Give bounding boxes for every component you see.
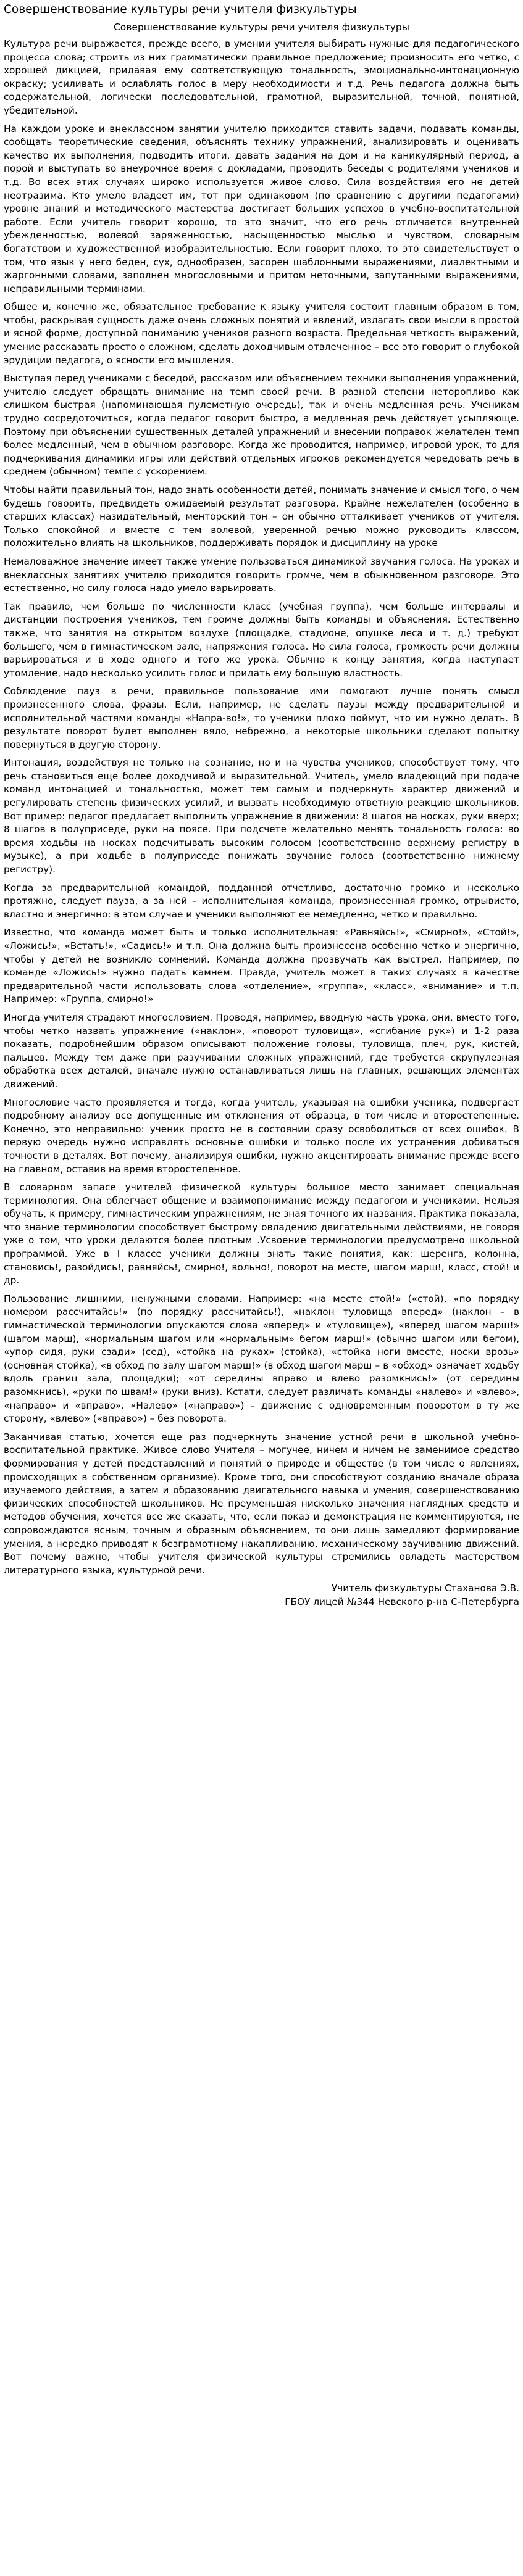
author-signature: Учитель физкультуры Стаханова Э.В. <box>331 1583 519 1594</box>
paragraph: Иногда учителя страдают многословием. Проводя, например, вводную часть урока, они, вместо того, чтобы четко назвать упражнение («наклон», «поворот туловища», «сгибание рук») и 1-2 раза показать, подробнейшим образом описывают положение головы, туловища, плеч, рук, кистей, пальцев. Между тем даже при разучивании сложных упражнений, где требуется скрупулезная обработка всех деталей, вначале нужно останавливаться лишь на главных, решающих элементах движений. <box>4 1011 519 1090</box>
paragraph: Культура речи выражается, прежде всего, в умении учителя выбирать нужные для педагогического процесса слова; строить из них грамматически правильное предложение; произносить его четко, с хорошей дикцией, придавая ему соответствующую тональность, эмоционально-интонационную окраску; усиливать и ослаблять голос в меру необходимости и т.д. Речь педагога должна быть содержательной, логически последовательной, грамотной, выразительной, точной, понятной, убедительной. <box>4 38 519 116</box>
paragraph: На каждом уроке и внеклассном занятии учителю приходится ставить задачи, подавать команды, сообщать теоретические сведения, объяснять технику упражнений, анализировать и оценивать качество их выполнения, подводить итоги, давать задания на дом и на каникулярный период, а порой и выступать во внеурочное время с докладами, проводить беседы с родителями учеников и т.д. Во всех этих случаях широко используется живое слово. Сила воздействия его не детей неотразима. Кто умело владеет им, тот при одинаковом (по сравнению с другими педагогами) уровне знаний и методического мастерства достигает больших успехов в учебно-воспитательной работе. Если учитель говорит хорошо, то это значит, что его речь отличается внутренней убежденностью, волевой заряженностью, насыщенностью мыслью и чувством, словарным богатством и художественной изобразительностью. Если говорит плохо, то это свидетельствует о том, что язык у него беден, сух, однообразен, засорен шаблонными выражениями, диалектными и жаргонными словами, заполнен многословными и притом неточными, запутанными выражениями, неправильными терминами. <box>4 123 519 294</box>
paragraph: Заканчивая статью, хочется еще раз подчеркнуть значение устной речи в школьной учебно-воспитательной практике. Живое слово Учителя – могучее, ничем и ничем не заменимое средство формирования у детей представлений и понятий о природе и обществе (в том числе о явлениях, происходящих в собственном организме). Кроме того, они способствуют созданию вначале образа изучаемого действия, а затем и образованию двигательного навыка и умения, совершенствованию физических способностей школьников. Не преуменьшая нисколько значения наглядных средств и методов обучения, хочется все же сказать, что, если показ и демонстрация не комментируются, не сопровождаются ясным, точным и образным объяснением, то они лишь замедляют формирование умения, а нередко приводят к безграмотному накапливанию, механическому заучиванию движений. Вот почему важно, чтобы учителя физической культуры стремились овладеть мастерством литературного языка, культурной речи. <box>4 1431 519 1576</box>
page-title: Совершенствование культуры речи учителя физкультуры <box>4 3 357 16</box>
paragraph: Немаловажное значение имеет также умение пользоваться динамикой звучания голоса. На уроках и внеклассных занятиях учителю приходится говорить громче, чем в обыкновенном разговоре. Это естественно, но силу голоса надо умело варьировать. <box>4 555 519 594</box>
article-body <box>4 38 519 1577</box>
paragraph: Интонация, воздействуя не только на сознание, но и на чувства учеников, способствует тому, что речь становиться еще более доходчивой и выразительной. Учитель, умело владеющий при подаче команд интонацией и тональностью, может тем самым и подчеркнуть характер движений и регулировать степень физических усилий, и вызвать необходимую ответную реакцию школьников. Вот пример: педагог предлагает выполнить упражнение в движении: 8 шагов на носках, руки вверх; 8 шагов в полуприседе, руки на поясе. При подсчете желательно менять тональность голоса: во время ходьбы на носках подсчитывать высоким голосом (соответственно верхнему регистру в музыке), а при ходьбе в полуприседе понижать звучание голоса (соответственно нижнему регистру). <box>4 757 519 876</box>
paragraph: Пользование лишними, ненужными словами. Например: «на месте стой!» («стой), «по порядку номером рассчитайсь!» (по порядку рассчитайсь!), «наклон туловища вперед» (наклон – в гимнастической терминологии опускаются слова «вперед» и «туловище»), «вперед шагом марш!» (шагом марш), «нормальным шагом или «нормальным» бегом марш!» (обычно шагом или бегом), «упор сидя, руки сзади» (сед), «стойка на руках» (стойка), «стойка ноги вместе, носки врозь» (основная стойка), «в обход по залу шагом марш!» (в обход шагом марш – в «обход» означает ходьбу вдоль границ зала, площадки); «от середины вправо и влево разомкнись!» (от середины разомкнись), «руки по швам!» (руки вниз). Кстати, следует различать команды «налево» и «влево», «направо» и «вправо». «Налево» («направо») – движение с одновременным поворотом в ту же сторону, «влево» («вправо») – без поворота. <box>4 1293 519 1425</box>
paragraph: Так правило, чем больше по численности класс (учебная группа), чем больше интервалы и дистанции построения учеников, тем громче должны быть команды и объяснения. Естественно также, что занятия на открытом воздухе (площадке, стадионе, опушке леса и т. д.) требуют большего, чем в гимнастическом зале, напряжения голоса. Но сила голоса, громкость речи должны варьироваться и в ходе одного и того же урока. Обычно к концу занятия, когда наступает утомление, надо несколько усилить голос и придать ему большую властность. <box>4 600 519 679</box>
paragraph: Когда за предварительной командой, подданной отчетливо, достаточно громко и несколько протяжно, следует пауза, а за ней – исполнительная команда, произнесенная громко, отрывисто, властно и энергично: в этом случае и ученики выполняют ее немедленно, четко и правильно. <box>4 882 519 920</box>
paragraph: В словарном запасе учителей физической культуры большое место занимает специальная терминология. Она облегчает общение и взаимопонимание между педагогом и учениками. Нельзя обучать, к примеру, гимнастическим упражнениям, не зная точного их названия. Практика показала, что знание терминологии способствует быстрому овладению двигательными действиями, не говоря уже о том, что уроки делаются более плотным .Усвоение терминологии предусмотрено школьной программой. Уже в I классе ученики должны знать такие понятия, как: шеренга, колонна, становись!, разойдись!, равняйсь!, смирно!, вольно!, поворот на месте, шагом марш!, класс, стой! и др. <box>4 1182 519 1286</box>
signature-block <box>4 1582 519 1609</box>
paragraph: Известно, что команда может быть и только исполнительная: «Равняйсь!», «Смирно!», «Стой!», «Ложись!», «Встать!», «Садись!» и т.п. Она должна быть произнесена особенно четко и энергично, чтобы у детей не возникло сомнений. Команда должна прозвучать как выстрел. Например, по команде «Ложись!» нужно падать камнем. Правда, учитель может в таких случаях в качестве предварительной части использовать слова «отделение», «группа», «класс», «внимание» и т.п. Например: «Группа, смирно!» <box>4 927 519 1005</box>
paragraph: Выступая перед учениками с беседой, рассказом или объяснением техники выполнения упражнений, учителю следует обращать внимание на темп своей речи. В разной степени неторопливо как слишком быстрая (напоминающая пулеметную очередь), так и очень медленная речь. Ученикам трудно сосредоточиться, когда педагог говорит быстро, а медленная речь действует усыпляюще. Поэтому при объяснении существенных деталей упражнений и внесении поправок желателен темп более медленный, чем в обычном разговоре. Когда же проводится, например, игровой урок, то для подчеркивания динамики игры или действий отдельных игроков рекомендуется чередовать речь в среднем (обычном) темпе с ускорением. <box>4 373 519 478</box>
paragraph: Общее и, конечно же, обязательное требование к языку учителя состоит главным образом в том, чтобы, раскрывая сущность даже очень сложных понятий и явлений, излагать свои мысли в простой и ясной форме, доступной пониманию учеников разного возраста. Предельная четкость выражений, умение рассказать просто о сложном, сделать доходчивым отвлеченное – все это говорит о глубокой эрудиции педагога, о ясности его мышления. <box>4 301 519 366</box>
paragraph: Многословие часто проявляется и тогда, когда учитель, указывая на ошибки ученика, подвергает подробному анализу все допущенные им отклонения от образца, в том числе и второстепенные. Конечно, это неправильно: ученик просто не в состоянии сразу освободиться от всех ошибок. В первую очередь нужно исправлять основные ошибки и только после их устранения добиваться точности в деталях. Вот почему, анализируя ошибки, нужно акцентировать внимание прежде всего на главном, оставив на время второстепенное. <box>4 1096 519 1175</box>
paragraph: Чтобы найти правильный тон, надо знать особенности детей, понимать значение и смысл того, о чем будешь говорить, предвидеть ожидаемый результат разговора. Крайне нежелателен (особенно в старших классах) назидательный, менторский тон – он обычно отталкивает учеников от учителя. Только спокойной и вместе с тем волевой, уверенной речью можно руководить классом, положительно влиять на школьников, поддерживать порядок и дисциплину на уроке <box>4 484 519 549</box>
article-subtitle: Совершенствование культуры речи учителя физкультуры <box>113 22 409 33</box>
school-signature: ГБОУ лицей №344 Невского р-на С-Петербурга <box>285 1596 519 1607</box>
paragraph: Соблюдение пауз в речи, правильное пользование ими помогают лучше понять смысл произнесенного слова, фразы. Если, например, не сделать паузы между предварительной и исполнительной частями команды «Напра-во!», то ученики плохо поймут, что им нужно делать. В результате поворот будет выполнен вяло, небрежно, а некоторые школьники сделают попытку повернуться в другую сторону. <box>4 685 519 750</box>
